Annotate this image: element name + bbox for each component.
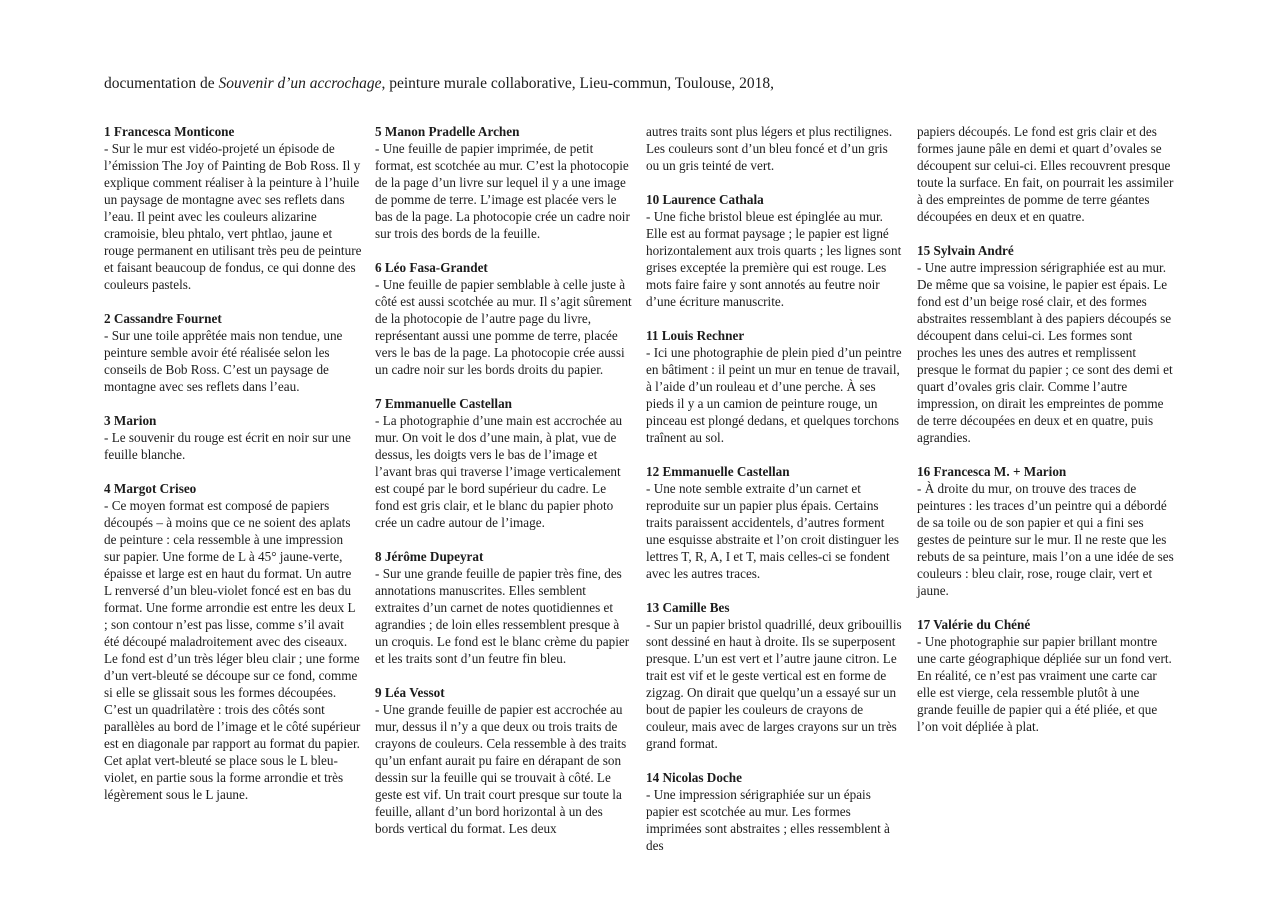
- entry-body: - Sur une toile apprêtée mais non tendue, une peinture semble avoir été réalisée selon les conseils de Bob Ross. C’est un paysage de montagne avec ses reflets dans l’eau.: [104, 328, 343, 394]
- document-title-prefix: documentation de: [104, 75, 219, 92]
- entry-body: - Une photographie sur papier brillant montre une carte géographique dépliée sur un fond vert. En réalité, ce n’est pas vraiment une carte car elle est vierge, cela ressemble plutôt à une grande feuille de papier qui a été pliée, et que l’on voit dépliée à plat.: [917, 634, 1172, 734]
- entry-body: - Une note semble extraite d’un carnet et reproduite sur un papier plus épais. Certains traits paraissent accidentels, d’autres forment une esquisse abstraite et l’on croit distinguer les lettres T, R, A, I et T, mais celles-ci se fondent avec les autres traces.: [646, 481, 900, 581]
- entry-heading: 14 Nicolas Doche: [646, 770, 742, 785]
- entry-body: - Sur le mur est vidéo-projeté un épisode de l’émission The Joy of Painting de Bob Ross. Il y explique comment réaliser à la peinture à l’huile un paysage de montagne avec ses reflets dans l’eau. Il peint avec les couleurs alizarine cramoisie, bleu phtalo, vert phtlao, jaune et rouge permanent en utilisant très peu de peinture et faisant beaucoup de fondus, ce qui donne des couleurs pastels.: [104, 141, 362, 292]
- entry-heading: 15 Sylvain André: [917, 243, 1014, 258]
- entry-body: - Ici une photographie de plein pied d’un peintre en bâtiment : il peint un mur en tenue de travail, à l’aide d’un rouleau et d’une perche. À ses pieds il y a un camion de peinture rouge, un pinceau est plongé dedans, et quelques torchons traînent au sol.: [646, 345, 902, 445]
- entry-body: - Sur un papier bristol quadrillé, deux gribouillis sont dessiné en haut à droite. Ils se superposent presque. L’un est vert et l’autre jaune citron. Le trait est vif et le geste vertical est en forme de zigzag. On dirait que quelqu’un a essayé sur un bout de papier les couleurs de crayons de couleur, mais avec de larges crayons sur un très grand format.: [646, 617, 902, 751]
- entry-body-continuation: autres traits sont plus légers et plus rectilignes. Les couleurs sont d’un bleu foncé et d’un gris ou un gris teinté de vert.: [646, 124, 893, 173]
- column-3: [646, 123, 904, 871]
- entry-body: - À droite du mur, on trouve des traces de peintures : les traces d’un peintre qui a débordé de sa toile ou de son papier et qui a fini ses gestes de peinture sur le mur. Il ne reste que les rebuts de sa peinture, mais l’on a une idée de ses couleurs : bleu clair, rose, rouge clair, vert et jaune.: [917, 481, 1174, 598]
- entry-heading: 13 Camille Bes: [646, 600, 730, 615]
- entry-heading: 10 Laurence Cathala: [646, 192, 764, 207]
- entry-heading: 8 Jérôme Dupeyrat: [375, 549, 484, 564]
- column-4: [917, 123, 1175, 752]
- entry-heading: 16 Francesca M. + Marion: [917, 464, 1067, 479]
- entry-heading: 7 Emmanuelle Castellan: [375, 396, 513, 411]
- entry-heading: 3 Marion: [104, 413, 157, 428]
- entry-heading: 12 Emmanuelle Castellan: [646, 464, 790, 479]
- entry-body: - La photographie d’une main est accrochée au mur. On voit le dos d’une main, à plat, vue de dessus, les doigts vers le bas de l’image et l’avant bras qui traverse l’image verticalement est coupé par le bord supérieur du cadre. Le fond est gris clair, et le blanc du papier photo crée un cadre autour de l’image.: [375, 413, 623, 530]
- entry-body: - Une impression sérigraphiée sur un épais papier est scotchée au mur. Les formes imprimées sont abstraites ; elles ressemblent à des: [646, 787, 890, 853]
- entry-body: - Le souvenir du rouge est écrit en noir sur une feuille blanche.: [104, 430, 351, 462]
- entry-body: - Une autre impression sérigraphiée est au mur. De même que sa voisine, le papier est épais. Le fond est d’un beige rosé clair, et des formes abstraites ressemblant à des papiers découpés se découpent dans celui-ci. Les formes sont proches les unes des autres et remplissent presque le format du papier ; ce sont des demi et quart d’ovales gris clair. Comme l’autre impression, on dirait les empreintes de pomme de terre découpées en deux et en quatre, puis agrandies.: [917, 260, 1173, 445]
- entry-heading: 9 Léa Vessot: [375, 685, 445, 700]
- column-1: [104, 123, 362, 820]
- entry-body: - Sur une grande feuille de papier très fine, des annotations manuscrites. Elles semblent extraites d’un carnet de notes quotidiennes et agrandies ; de loin elles ressemblent presque à un croquis. Le fond est le blanc crème du papier et les traits sont d’un feutre fin bleu.: [375, 566, 630, 666]
- document-title-work: Souvenir d’un accrochage: [218, 75, 382, 92]
- entry-body: - Ce moyen format est composé de papiers découpés – à moins que ce ne soient des aplats de peinture : cela ressemble à une impression sur papier. Une forme de L à 45° jaune-verte, épaisse et large est en haut du format. Un autre L renversé d’un bleu-violet foncé est en bas du format. Une forme arrondie est entre les deux L ; son contour n’est pas lisse, comme s’il avait été découpé maladroitement avec des ciseaux. Le fond est d’un très léger bleu clair ; une forme d’un vert-bleuté se découpe sur ce fond, comme si elle se glissait sous les formes découpées. C’est un quadrilatère : trois des côtés sont parallèles au bord de l’image et le côté supérieur est en diagonale par rapport au format du papier. Cet aplat vert-bleuté se place sous le L bleu-violet, en partie sous la forme arrondie et très légèrement sous le L jaune.: [104, 498, 361, 802]
- entry-heading: 6 Léo Fasa-Grandet: [375, 260, 488, 275]
- text-columns: [104, 123, 1280, 871]
- entry-body: - Une feuille de papier semblable à celle juste à côté est aussi scotchée au mur. Il s’agit sûrement de la photocopie de l’autre page du livre, représentant aussi une pomme de terre, placée vers le bas de la page. La photocopie crée aussi un cadre noir sur les bords droits du papier.: [375, 277, 632, 377]
- entry-heading: 5 Manon Pradelle Archen: [375, 124, 520, 139]
- entry-heading: 11 Louis Rechner: [646, 328, 745, 343]
- entry-heading: 2 Cassandre Fournet: [104, 311, 222, 326]
- entry-body: - Une feuille de papier imprimée, de petit format, est scotchée au mur. C’est la photocopie de la page d’un livre sur lequel il y a une image de pomme de terre. L’image est placée vers le bas de la page. La photocopie crée un cadre noir sur trois des bords de la feuille.: [375, 141, 630, 241]
- column-2: [375, 123, 633, 854]
- entry-body: - Une fiche bristol bleue est épinglée au mur. Elle est au format paysage ; le papier est ligné horizontalement aux trois quarts ; les lignes sont grises exceptée la première qui est rouge. Les mots faire faire y sont annotés au feutre noir d’une écriture manuscrite.: [646, 209, 902, 309]
- entry-heading: 17 Valérie du Chéné: [917, 617, 1031, 632]
- document-title: [104, 74, 1280, 93]
- entry-heading: 4 Margot Criseo: [104, 481, 197, 496]
- entry-body: - Une grande feuille de papier est accrochée au mur, dessus il n’y a que deux ou trois traits de crayons de couleurs. Cela ressemble à des traits qu’un enfant aurait pu faire en dérapant de son dessin sur la feuille qui se trouvait à côté. Le geste est vif. Un trait court presque sur toute la feuille, allant d’un bord horizontal à un des bords vertical du format. Les deux: [375, 702, 627, 836]
- document-title-suffix: , peinture murale collaborative, Lieu-commun, Toulouse, 2018,: [381, 75, 774, 92]
- entry-body-continuation: papiers découpés. Le fond est gris clair et des formes jaune pâle en demi et quart d’ovales se découpent sur celui-ci. Elles recouvrent presque toute la surface. En fait, on pourrait les assimiler à des empreintes de pomme de terre géantes découpées en deux et en quatre.: [917, 124, 1174, 224]
- entry-heading: 1 Francesca Monticone: [104, 124, 235, 139]
